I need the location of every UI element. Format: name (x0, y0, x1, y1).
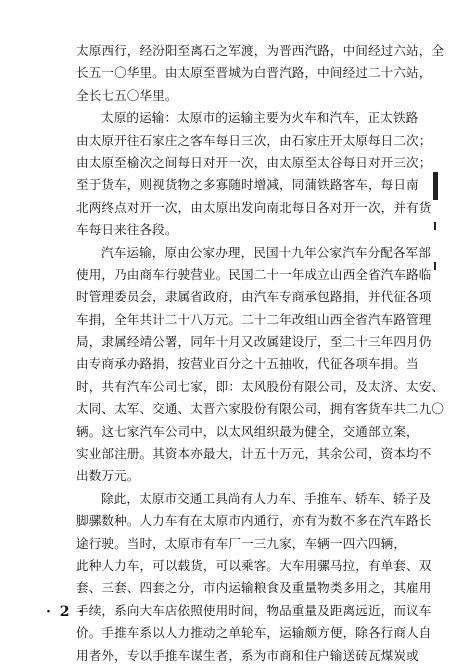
scan-edge-mark (434, 262, 436, 270)
text-line: 车捐，全年共计二十八万元。二十二年改组山西全省汽车路管理 (76, 311, 432, 327)
text-line: 时管理委员会，隶属省政府，由汽车专商承包路捐，并代征各项 (76, 289, 432, 305)
text-line: 价。手推车系以人力推动之单轮车，运输颇方便，除各行商人自 (76, 625, 432, 641)
text-line: 车每日来往各段。 (76, 222, 178, 238)
paragraph-start-line: 太原的运输：太原市的运输主要为火车和汽车，正太铁路 (101, 110, 419, 126)
text-line: 由专商承办路捐，按营业百分之十五抽收，代征各项车捐。当 (76, 356, 419, 372)
text-line: 使用，乃由商车行驶营业。民国二十一年成立山西全省汽车路临 (76, 266, 432, 282)
text-line: 辆。这七家汽车公司中，以太风组织最为健全，交通部立案， (76, 423, 419, 439)
text-line: 时，共有汽车公司七家，即：太风股份有限公司，及太济、太安、 (76, 378, 445, 394)
text-line: 手续，系向大车店依照使用时间，物品重量及距离远近，而议车 (76, 602, 432, 618)
scan-edge-mark (433, 172, 438, 200)
text-line: 用者外，专以手推车谋生者，系为市商和住户输送砖瓦煤炭或 (76, 647, 419, 663)
scan-edge-mark (434, 222, 436, 230)
text-line: 出数万元。 (76, 468, 140, 484)
paragraph-start-line: 汽车运输，原由公家办理，民国十九年公家汽车分配各军部 (101, 244, 432, 260)
text-line: 太同、太军、交通、太晋六家股份有限公司，拥有客货车共二九〇 (76, 401, 445, 417)
text-line: 至于货车，则视货物之多寡随时增减，同蒲铁路客车，每日南 (76, 177, 419, 193)
text-line: 途行驶。当时，太原市有车厂一三九家，车辆一四六四辆， (76, 535, 407, 551)
text-line: 脚骡数种。人力车有在太原市内通行，亦有为数不多在汽车路长 (76, 513, 432, 529)
text-line: 长五一〇华里。由太原至晋城为白晋汽路，中间经过二十六站， (76, 65, 432, 81)
text-line: 由太原至榆次之间每日对开一次，由太原至太谷每日对开三次； (76, 154, 432, 170)
text-line: 太原西行，经汾阳至离石之军渡，为晋西汽路，中间经过六站，全 (76, 43, 445, 58)
page-number: · 2 · (46, 604, 86, 620)
text-line: 实业部注册。其资本亦最大，计五十万元，其余公司，资本均不 (76, 446, 432, 462)
text-line: 套、三套、四套之分，市内运输粮食及重量物类多用之，其雇用 (76, 580, 432, 596)
text-line: 由太原开往石家庄之客车每日三次，由石家庄开太原每日二次； (76, 132, 432, 148)
text-line: 此种人力车，可以载货，可以乘客。大车用骡马拉，有单套、双 (76, 557, 432, 573)
text-line: 全长七五〇华里。 (76, 87, 178, 103)
text-line: 北两终点对开一次，由太原出发向南北每日各对开一次，并有货 (76, 199, 432, 215)
body-text (76, 40, 445, 667)
paragraph-start-line: 除此，太原市交通工具尚有人力车、手推车、轿车、轿子及 (101, 490, 432, 506)
text-line: 局，隶属经靖公署，同年十月又改属建设厅，至二十三年四月仍 (76, 334, 432, 350)
